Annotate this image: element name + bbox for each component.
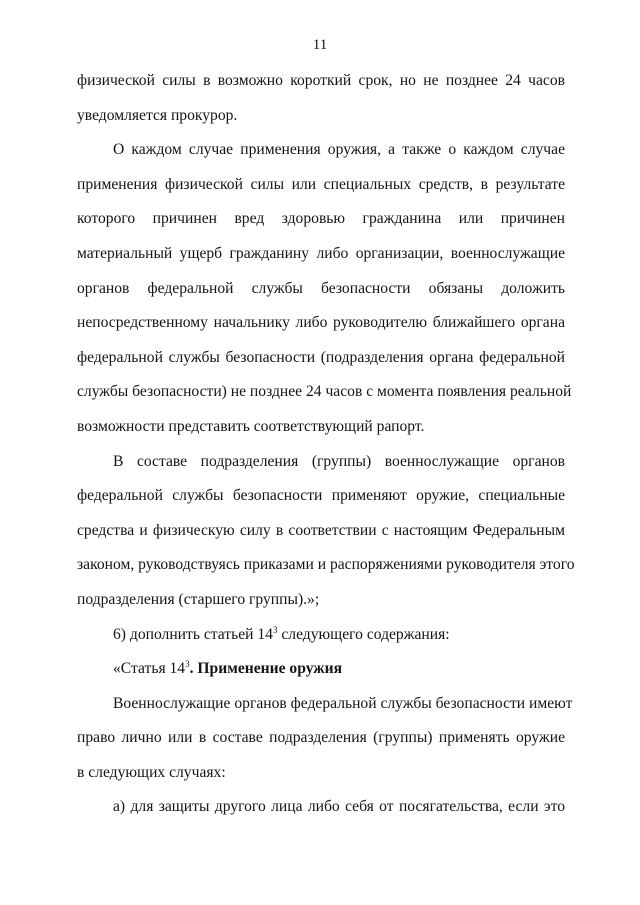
text-line: Военнослужащие органов федеральной службы безопасности имеют (113, 694, 573, 712)
text-line: уведомляется прокурор. (77, 106, 238, 124)
text-line: федеральной службы безопасности (подразделения органа федеральной (77, 348, 565, 366)
text-line: в следующих случаях: (77, 763, 226, 781)
article-heading (77, 652, 565, 687)
text-line: О каждом случае применения оружия, а также о каждом случае (113, 141, 565, 159)
text-run: следующего содержания: (277, 625, 450, 643)
article-title: . Применение оружия (189, 660, 343, 678)
paragraph (77, 445, 575, 618)
paragraph (77, 687, 573, 791)
page-number: 11 (312, 37, 328, 53)
text-line: средства и физическую силу в соответствии с настоящим Федеральным (77, 521, 565, 539)
paragraph (77, 133, 572, 444)
text-line: право лично или в составе подразделения (группы) применять оружие (77, 729, 565, 747)
text-run: 6) дополнить статьей 14 (113, 625, 273, 643)
text-run: «Статья 14 (113, 660, 186, 678)
text-line: возможности представить соответствующий рапорт. (77, 417, 425, 435)
text-line: органов федеральной службы безопасности обязаны доложить (77, 279, 565, 297)
text-line: подразделения (старшего группы).»; (77, 590, 320, 608)
document-body (77, 64, 575, 825)
text-line: федеральной службы безопасности применяют оружие, специальные (77, 487, 565, 505)
text-line: а) для защиты другого лица либо себя от посягательства, если это (113, 798, 565, 816)
text-line: службы безопасности) не позднее 24 часов с момента появления реальной (77, 383, 572, 401)
superscript: 3 (185, 658, 190, 669)
paragraph (77, 790, 565, 825)
text-line: непосредственному начальнику либо руководителю ближайшего органа (77, 314, 565, 332)
superscript: 3 (272, 624, 278, 635)
text-line (77, 618, 565, 653)
text-line (77, 652, 565, 687)
text-line: физической силы в возможно короткий срок, но не позднее 24 часов (77, 72, 565, 89)
text-line: законом, руководствуясь приказами и распоряжениями руководителя этого (77, 556, 575, 574)
text-line: материальный ущерб гражданину либо организации, военнослужащие (77, 244, 565, 262)
text-line: применения физической силы или специальных средств, в результате (77, 175, 565, 193)
paragraph (77, 618, 565, 653)
text-line: В составе подразделения (группы) военнослужащие органов (113, 452, 565, 470)
text-line: которого причинен вред здоровью гражданина или причинен (77, 210, 565, 228)
paragraph (77, 64, 565, 133)
